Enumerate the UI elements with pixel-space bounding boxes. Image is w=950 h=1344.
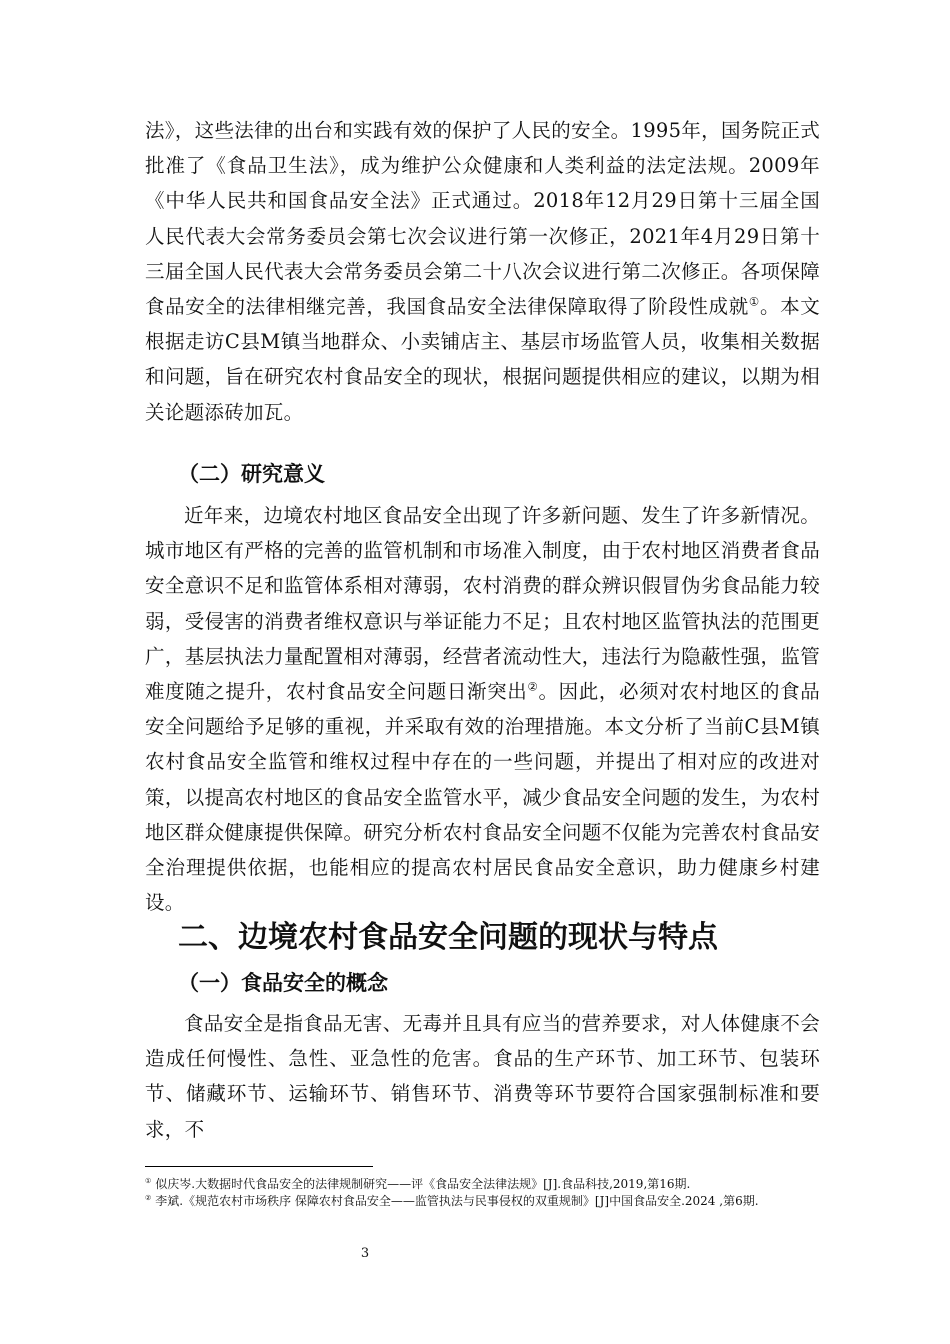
paragraph-text-tail: 。因此，必须对农村地区的食品安全问题给予足够的重视，并采取有效的治理措施。本文分析了当前C县M镇农村食品安全监管和维权过程中存在的一些问题，并提出了相对应的改进对策，以提高农村地区的食品安全监管水平，减少食品安全问题的发生，为农村地区群众健康提供保障。研究分析农村食品安全问题不仅能为完善农村食品安全治理提供依据，也能相应的提高农村居民食品安全意识，助力健康乡村建设。 bbox=[145, 680, 821, 915]
footnote-ref-1[interactable]: ① bbox=[748, 294, 760, 309]
body-paragraph-1 bbox=[145, 113, 820, 430]
footnote-2 bbox=[145, 1193, 825, 1210]
section-heading-food-safety-concept: （一）食品安全的概念 bbox=[178, 971, 388, 995]
footnote-1 bbox=[145, 1176, 825, 1193]
paragraph-text: 法》，这些法律的出台和实践有效的保护了人民的安全。1995年，国务院正式批准了《食品卫生法》，成为维护公众健康和人类利益的法定法规。2009年《中华人民共和国食品安全法》正式通过。2018年12月29日第十三届全国人民代表大会常务委员会第七次会议进行第一次修正，2021年4月29日第十三届全国人民代表大会常务委员会第二十八次会议进行第二次修正。各项保障食品安全的法律相继完善，我国食品安全法律保障取得了阶段性成就 bbox=[145, 119, 820, 319]
paragraph-text: 近年来，边境农村地区食品安全出现了许多新问题、发生了许多新情况。城市地区有严格的完善的监管机制和市场准入制度，由于农村地区消费者食品安全意识不足和监管体系相对薄弱，农村消费的群众辨识假冒伪劣食品能力较弱，受侵害的消费者维权意识与举证能力不足；且农村地区监管执法的范围更广，基层执法力量配置相对薄弱，经营者流动性大，违法行为隐蔽性强，监管难度随之提升，农村食品安全问题日渐突出 bbox=[145, 504, 820, 704]
paragraph-text: 食品安全是指食品无害、无毒并且具有应当的营养要求，对人体健康不会造成任何慢性、急性、亚急性的危害。食品的生产环节、加工环节、包装环节、储藏环节、运输环节、销售环节、消费等环节要符合国家强制标准和要求，不 bbox=[145, 1012, 820, 1141]
footnote-ref-2[interactable]: ② bbox=[527, 679, 539, 694]
paragraph-text-tail: 。本文根据走访C县M镇当地群众、小卖铺店主、基层市场监管人员，收集相关数据和问题，旨在研究农村食品安全的现状，根据问题提供相应的建议，以期为相关论题添砖加瓦。 bbox=[145, 295, 820, 424]
page-number: 3 bbox=[360, 1246, 370, 1261]
footnote-divider bbox=[145, 1166, 373, 1167]
section-heading-research-significance: （二）研究意义 bbox=[178, 462, 325, 486]
footnote-mark: ① bbox=[145, 1176, 152, 1185]
body-paragraph-3 bbox=[145, 1006, 820, 1147]
footnote-text: 似庆岑.大数据时代食品安全的法律规制研究——评《食品安全法律法规》[J].食品科技,2019,第16期. bbox=[155, 1177, 691, 1191]
body-paragraph-2 bbox=[145, 498, 820, 920]
footnote-mark: ② bbox=[145, 1193, 152, 1202]
chapter-heading: 二、边境农村食品安全问题的现状与特点 bbox=[178, 920, 718, 955]
footnote-text: 李斌.《规范农村市场秩序 保障农村食品安全——监管执法与民事侵权的双重规制》[J]中国食品安全.2024 ,第6期. bbox=[155, 1194, 759, 1208]
